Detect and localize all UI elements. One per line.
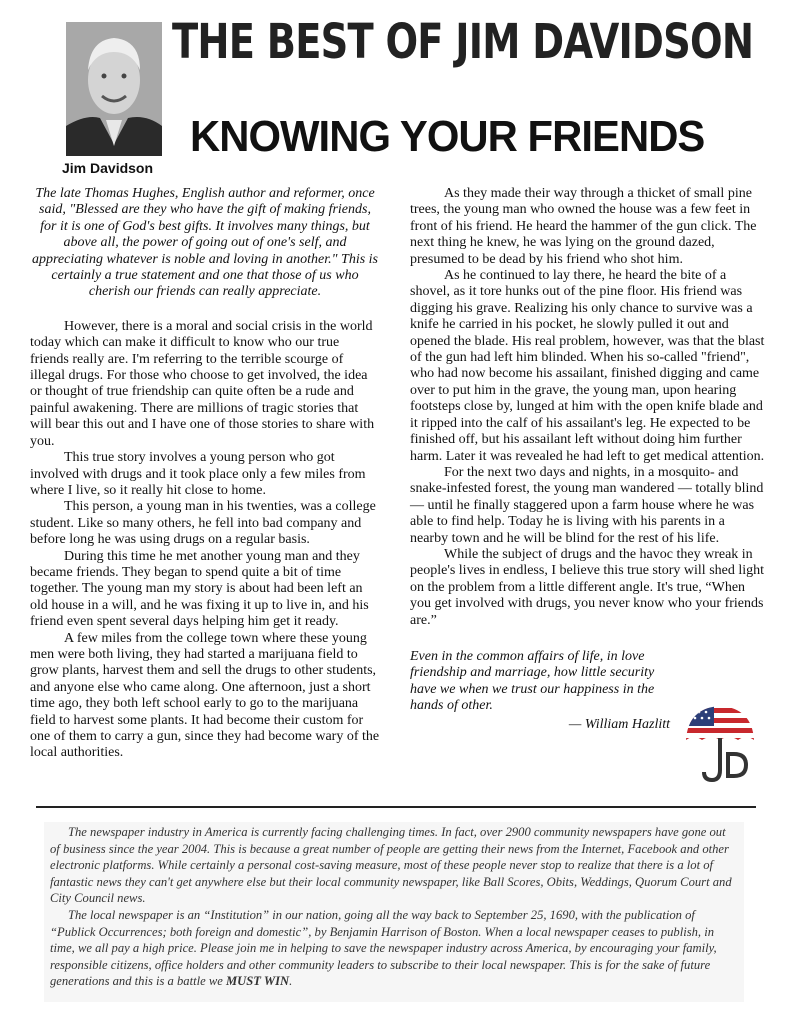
appeal-text: The local newspaper is an “Institution” in our nation, going all the way back to September 25, 1690, with the publication of “Publick Occurrences; both foreign and domestic”, by Benjamin Harrison of Boston. When a local newspaper ceases to publish, in time, we all pay a high price. Please join me in helping to save the newspaper industry across America, by encouraging your family, responsible citizens, office holders and other community leaders to subscribe to their local newspaper. This is for the sake of future generations and this is a battle we (50, 907, 717, 989)
paragraph: A few miles from the college town where these young men were both living, they had started a marijuana field to grow plants, harvest them and sell the drugs to other students, and anyone else who came along. One afternoon, just a short time ago, they both left school early to go to the marijuana field to harvest some plants. It had become their custom for one of them to carry a gun, since they had become wary of the local authorities. (30, 630, 380, 761)
appeal-paragraph-1: The newspaper industry in America is currently facing challenging times. In fact, over 2900 community newspapers have gone out of business since the year 2004. This is because a great number of people are getting their news from the Internet, Facebook and other electronic platforms. While certainly a personal cost-saving measure, most of these people never stop to realize that there is a lot of fantastic news they can't get anywhere else but their local community newspaper, like Ball Scores, Obits, Weddings, Quorum Court and City Council news. (50, 825, 732, 906)
appeal-end: . (289, 974, 293, 989)
paragraph: During this time he met another young man and they became friends. They began to spend quite a bit of time together. The young man my story is about had been left an old house in a will, and he was fixing it up to live in, and his friend even spent several days helping him get it ready. (30, 548, 369, 630)
paragraph: While the subject of drugs and the havoc they wreak in people's lives in endless, I believe this true story will shed light on the problem from a little different angle. It's true, “When you get involved with drugs, you never know who your friends are.” (410, 546, 765, 628)
paragraph: However, there is a moral and social crisis in the world today which can make it difficult to know who our true friends really are. I'm referring to the terrible scourge of illegal drugs. For those who choose to get involved, the idea or thought of true friendship can quite often be a rude and painful awakening. There are millions of tragic stories that will bear this out and I have one of those stories to share with you. (30, 318, 375, 449)
appeal-emphasis: MUST WIN (225, 974, 290, 989)
quote-text: Even in the common affairs of life, in love friendship and marriage, how little security have we when we trust our happiness in the hands of other. (410, 648, 655, 714)
paragraph: For the next two days and nights, in a mosquito- and snake-infested forest, the young man wandered — totally blind — until he finally staggered upon a farm house where he was able to find help. Today he is living with his parents in a nearby town and he will be blind for the rest of his life. (410, 464, 764, 546)
intro-quote: The late Thomas Hughes, English author and reformer, once said, "Blessed are they who have the gift of making friends, for it is one of God's best gifts. It involves many things, but above all, the power of going out of one's self, and appreciating whatever is noble and loving in another." This is certainly a true statement and one that those of us who cherish our friends can really appreciate. (31, 186, 378, 300)
section-divider (36, 806, 756, 808)
closing-quote (410, 649, 670, 733)
paragraph: This person, a young man in his twenties, was a college student. Like so many others, he fell into bad company and before long he was using drugs on a regular basis. (30, 499, 376, 548)
paragraph: This true story involves a young person who got involved with drugs and it took place only a few miles from where I live, so it really hit close to home. (30, 450, 366, 498)
jd-umbrella-logo (684, 704, 756, 784)
author-portrait-icon (66, 22, 162, 156)
series-title: THE BEST OF JIM DAVIDSON (172, 14, 754, 70)
author-photo (66, 22, 162, 156)
paragraph: As they made their way through a thicket of small pine trees, the young man who owned the house was a few feet in front of his friend. He heard the hammer of the gun click. The next thing he knew, he was lying on the ground dazed, presumed to be dead by his friend who shot him. (410, 186, 757, 267)
left-column (30, 186, 380, 762)
newspaper-appeal (44, 822, 744, 1002)
author-caption: Jim Davidson (62, 160, 154, 176)
article-headline: KNOWING YOUR FRIENDS (190, 112, 705, 161)
right-column (410, 186, 765, 733)
paragraph: As he continued to lay there, he heard the bite of a shovel, as it tore hunks out of the pine floor. His friend was digging his grave. Realizing his only chance to survive was a knife he carried in his pocket, he slowly pulled it out and opened the blade. His real problem, however, was that the blast of the gun had left him blinded. When his so-called "friend", who had now become his assailant, finished digging and came over to put him in the grave, the young man, upon hearing footsteps close by, lunged at him with the open knife blade and it ripped into the calf of his assailant's leg. He expected to be finished off, but his assailant left without doing him further harm. Later it was revealed he had left to get medical attention. (410, 268, 765, 464)
appeal-paragraph-2 (50, 907, 738, 990)
umbrella-icon (684, 704, 756, 784)
quote-attribution: — William Hazlitt (568, 716, 670, 732)
